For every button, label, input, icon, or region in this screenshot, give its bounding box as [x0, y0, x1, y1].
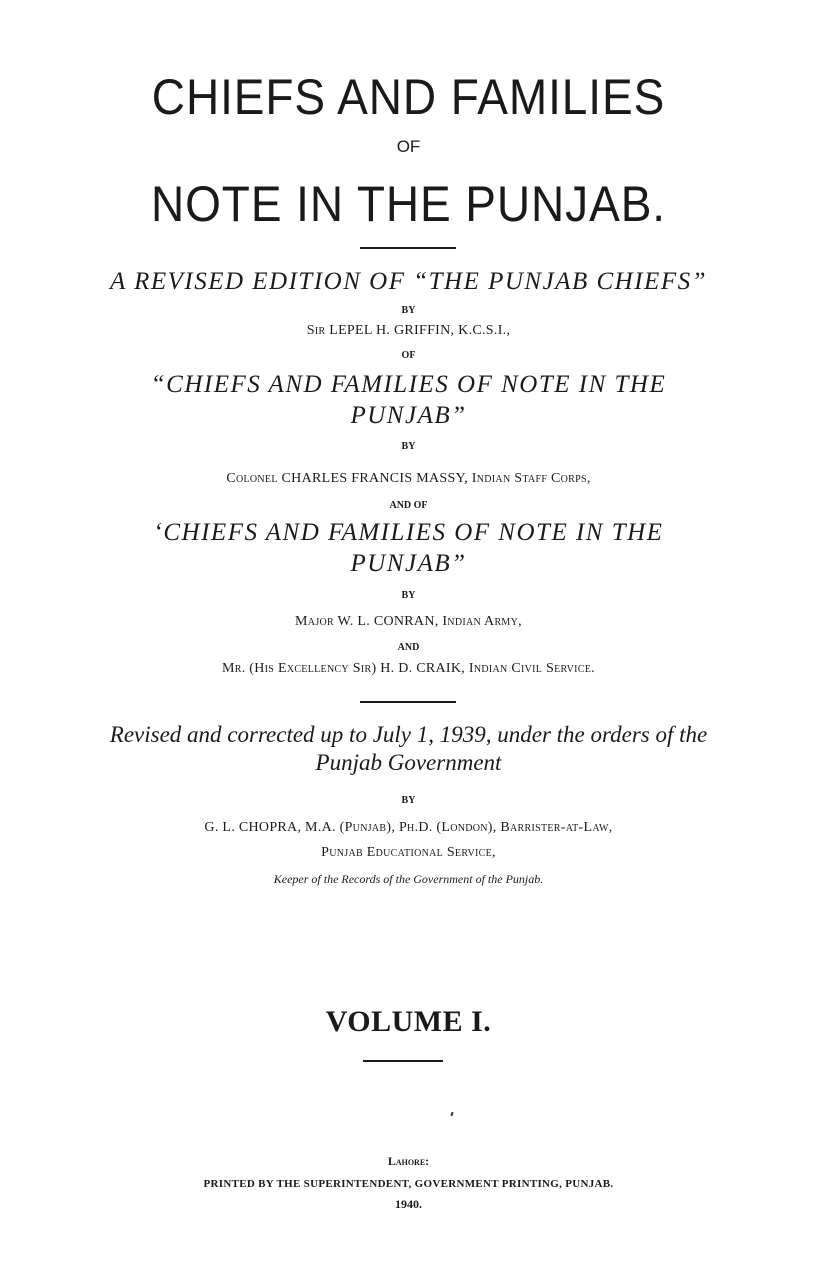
divider-rule: [363, 1060, 443, 1062]
edition-3-author-2: Mr. (His Excellency Sir) H. D. CRAIK, Indian Civil Service.: [221, 661, 595, 676]
divider-rule: [360, 247, 456, 249]
volume-label: VOLUME I.: [325, 1005, 492, 1038]
edition-1-author: Sir LEPEL H. GRIFFIN, K.C.S.I.,: [306, 323, 511, 338]
edition-1-joiner: OF: [401, 350, 416, 361]
reviser-role: Keeper of the Records of the Government of the Punjab.: [273, 872, 544, 886]
edition-2-heading-line-2: PUNJAB”: [350, 402, 467, 429]
revision-line-1: Revised and corrected up to July 1, 1939, under the orders of the: [109, 722, 708, 747]
edition-2-by: BY: [401, 441, 416, 452]
edition-1-by: BY: [401, 305, 416, 316]
imprint-year: 1940.: [395, 1197, 422, 1211]
revision-by: BY: [401, 795, 416, 806]
edition-2-joiner: AND OF: [389, 500, 428, 511]
title-connector: OF: [396, 137, 421, 156]
revision-line-2: Punjab Government: [315, 750, 502, 775]
edition-3-heading-line-1: ‘CHIEFS AND FAMILIES OF NOTE IN THE: [153, 519, 664, 546]
print-speck: [450, 1112, 453, 1116]
edition-3-joiner: AND: [397, 642, 420, 653]
edition-3-heading-line-2: PUNJAB”: [350, 550, 467, 577]
edition-3-author: Major W. L. CONRAN, Indian Army,: [295, 614, 522, 629]
reviser-name: G. L. CHOPRA, M.A. (Punjab), Ph.D. (London), Barrister-at-Law,: [204, 820, 613, 835]
imprint-printer: PRINTED BY THE SUPERINTENDENT, GOVERNMENT PRINTING, PUNJAB.: [203, 1178, 614, 1190]
edition-2-author: Colonel CHARLES FRANCIS MASSY, Indian Staff Corps,: [226, 471, 591, 486]
imprint-city: Lahore:: [387, 1154, 430, 1168]
edition-3-by: BY: [401, 590, 416, 601]
main-title-line-1: CHIEFS AND FAMILIES: [151, 69, 666, 125]
reviser-service: Punjab Educational Service,: [321, 845, 496, 860]
main-title-line-2: NOTE IN THE PUNJAB.: [150, 176, 667, 232]
edition-2-heading-line-1: “CHIEFS AND FAMILIES OF NOTE IN THE: [150, 371, 667, 398]
edition-1-heading: A REVISED EDITION OF “THE PUNJAB CHIEFS”: [110, 268, 707, 295]
divider-rule: [360, 701, 456, 703]
